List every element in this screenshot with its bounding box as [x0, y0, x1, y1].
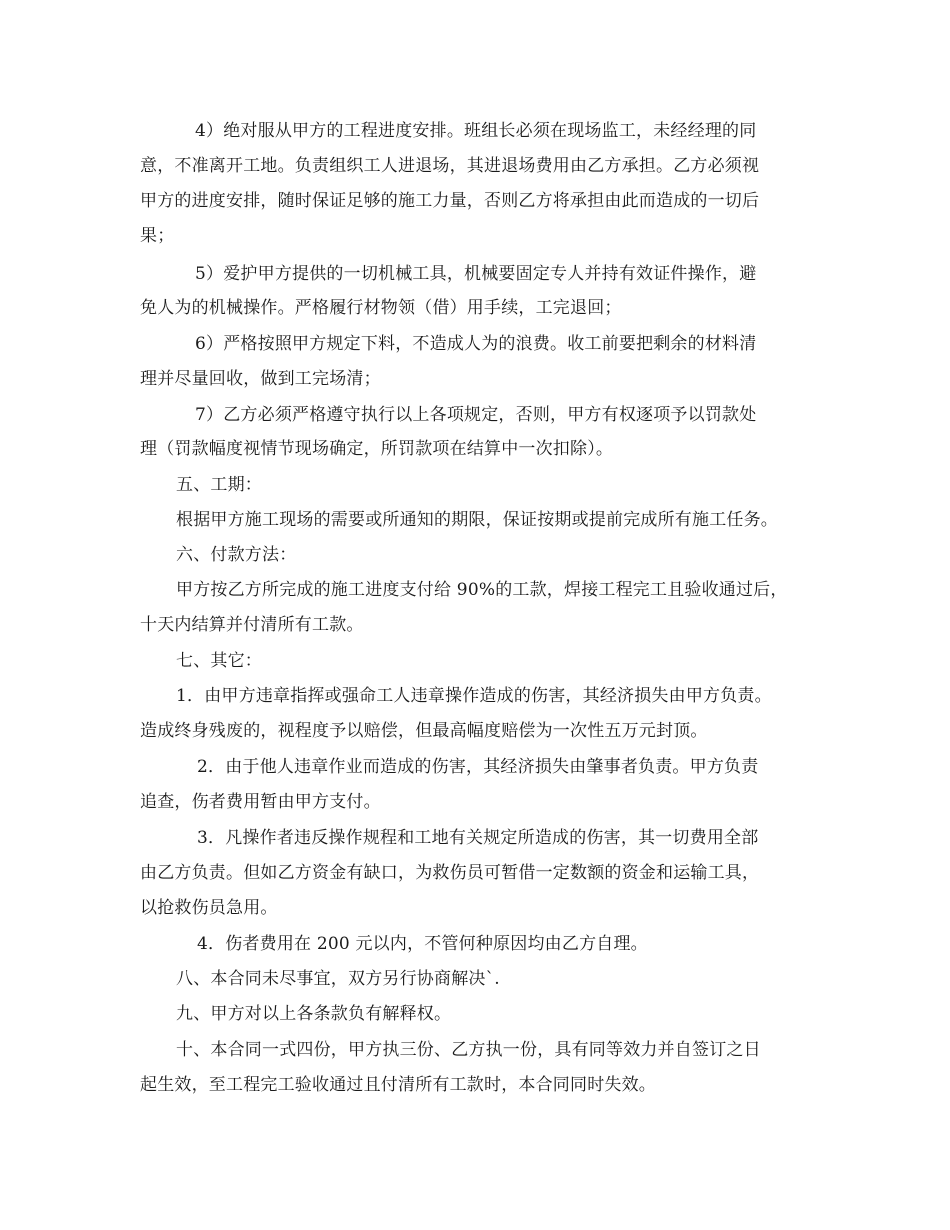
section-heading: 七、其它：	[176, 651, 262, 671]
text-line: 免人为的机械操作。严格履行材物领（借）用手续，工完退回；	[140, 298, 622, 318]
text-line: 追查，伤者费用暂由甲方支付。	[140, 792, 381, 812]
text-line: 4）绝对服从甲方的工程进度安排。班组长必须在现场监工，未经经理的同	[195, 121, 757, 141]
text-line: 果；	[140, 226, 175, 246]
text-line: 4．伤者费用在 200 元以内，不管何种原因均由乙方自理。	[197, 934, 648, 954]
text-line: 甲方的进度安排，随时保证足够的施工力量，否则乙方将承担由此而造成的一切后	[140, 191, 760, 211]
text-line: 十天内结算并付清所有工款。	[140, 615, 364, 635]
section-heading: 九、甲方对以上各条款负有解释权。	[176, 1004, 452, 1024]
text-line: 根据甲方施工现场的需要或所通知的期限，保证按期或提前完成所有施工任务。	[176, 510, 778, 530]
text-line: 起生效，至工程完工验收通过且付清所有工款时，本合同同时失效。	[140, 1075, 656, 1095]
section-heading: 五、工期：	[176, 475, 262, 495]
text-line: 3．凡操作者违反操作规程和工地有关规定所造成的伤害，其一切费用全部	[197, 828, 759, 848]
text-line: 1．由甲方违章指挥或强命工人违章操作造成的伤害，其经济损失由甲方负责。	[176, 686, 772, 706]
text-line: 甲方按乙方所完成的施工进度支付给 90%的工款，焊接工程完工且验收通过后，	[176, 580, 788, 600]
text-line: 以抢救伤员急用。	[140, 898, 278, 918]
text-line: 造成终身残废的，视程度予以赔偿，但最高幅度赔偿为一次性五万元封顶。	[140, 721, 708, 741]
text-line: 理并尽量回收，做到工完场清；	[140, 369, 381, 389]
text-line: 5）爱护甲方提供的一切机械工具，机械要固定专人并持有效证件操作，避	[195, 264, 757, 284]
text-line: 2．由于他人违章作业而造成的伤害，其经济损失由肇事者负责。甲方负责	[197, 757, 759, 777]
section-heading: 六、付款方法：	[176, 545, 297, 565]
text-line: 由乙方负责。但如乙方资金有缺口，为救伤员可暂借一定数额的资金和运输工具，	[140, 863, 760, 883]
text-line: 意，不准离开工地。负责组织工人进退场，其进退场费用由乙方承担。乙方必须视	[140, 156, 760, 176]
text-line: 7）乙方必须严格遵守执行以上各项规定，否则，甲方有权逐项予以罚款处	[195, 405, 757, 425]
section-heading: 十、本合同一式四份，甲方执三份、乙方执一份，具有同等效力并自签订之日	[176, 1040, 761, 1060]
section-heading: 八、本合同未尽事宜，双方另行协商解决`.	[176, 969, 500, 989]
text-line: 理（罚款幅度视情节现场确定，所罚款项在结算中一次扣除）。	[140, 439, 614, 459]
text-line: 6）严格按照甲方规定下料，不造成人为的浪费。收工前要把剩余的材料清	[195, 334, 757, 354]
